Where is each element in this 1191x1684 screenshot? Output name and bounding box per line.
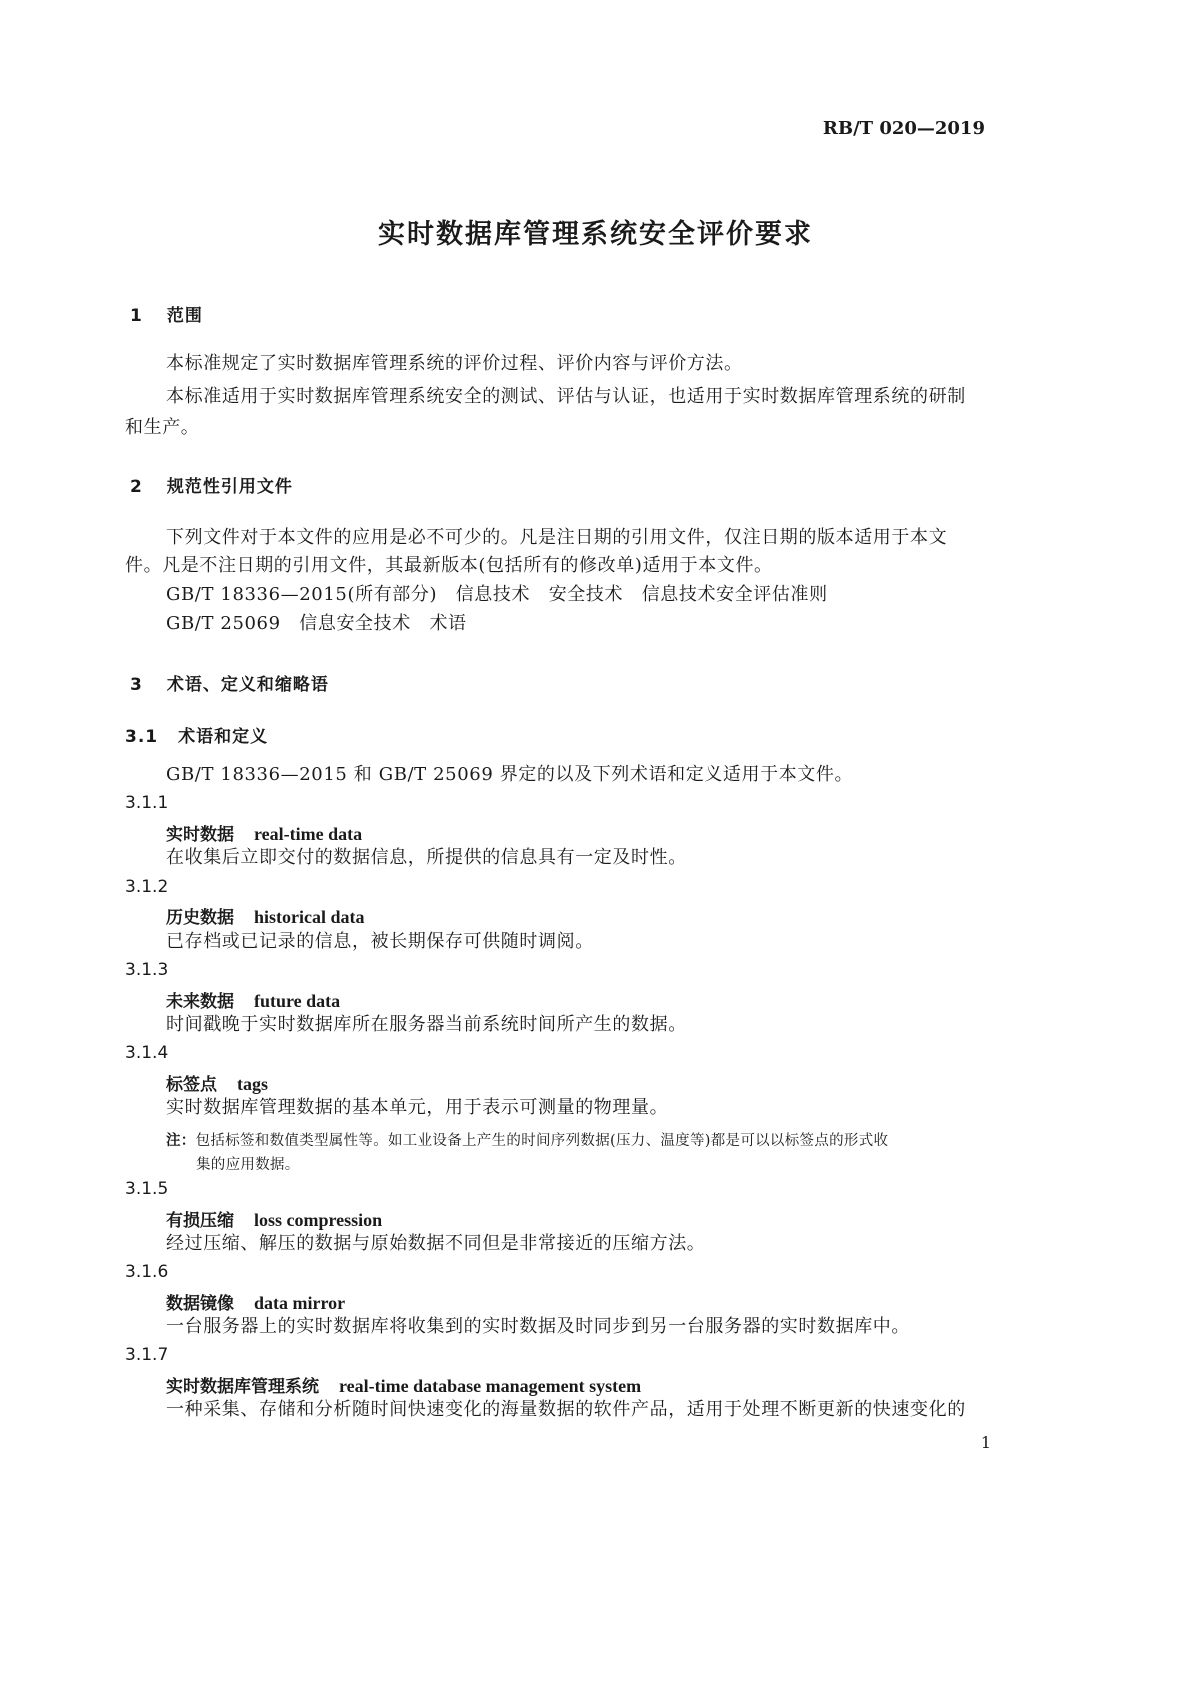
term-definition: 时间戳晚于实时数据库所在服务器当前系统时间所产生的数据。 xyxy=(166,1014,687,1035)
term-definition: 经过压缩、解压的数据与原始数据不同但是非常接近的压缩方法。 xyxy=(166,1233,706,1254)
term-definition: 一台服务器上的实时数据库将收集到的实时数据及时同步到另一台服务器的实时数据库中。 xyxy=(166,1316,910,1337)
term-en: real-time data xyxy=(254,824,363,844)
section-number: 2 xyxy=(130,477,143,497)
section-title: 范围 xyxy=(166,306,203,326)
paragraph: 下列文件对于本文件的应用是必不可少的。凡是注日期的引用文件，仅注日期的版本适用于本文 xyxy=(166,527,948,548)
term-note xyxy=(166,1129,888,1150)
term-definition: 一种采集、存储和分析随时间快速变化的海量数据的软件产品，适用于处理不断更新的快速变化的 xyxy=(166,1399,966,1420)
term-zh: 有损压缩 xyxy=(166,1211,234,1231)
term-en: data mirror xyxy=(254,1293,346,1313)
term-heading xyxy=(166,987,340,1012)
standard-code-text: RB/T 020—2019 xyxy=(822,118,985,139)
term-number: 3.1.6 xyxy=(125,1262,169,1282)
note-label: 注： xyxy=(166,1133,196,1149)
section-number: 1 xyxy=(130,306,143,326)
note-text: 包括标签和数值类型属性等。如工业设备上产生的时间序列数据(压力、温度等)都是可以以标签点的形式收 xyxy=(195,1133,889,1149)
section-number: 3 xyxy=(130,675,143,695)
term-definition: 在收集后立即交付的数据信息，所提供的信息具有一定及时性。 xyxy=(166,847,687,868)
term-en: future data xyxy=(254,991,341,1011)
term-definition: 已存档或已记录的信息，被长期保存可供随时调阅。 xyxy=(166,931,594,952)
term-definition: 实时数据库管理数据的基本单元，用于表示可测量的物理量。 xyxy=(166,1097,669,1118)
section-1-heading xyxy=(130,301,203,326)
term-en: tags xyxy=(237,1074,268,1094)
paragraph-continuation: 件。凡是不注日期的引用文件，其最新版本(包括所有的修改单)适用于本文件。 xyxy=(125,555,773,576)
term-en: loss compression xyxy=(254,1210,383,1230)
term-number: 3.1.1 xyxy=(125,793,169,813)
paragraph: GB/T 18336—2015 和 GB/T 25069 界定的以及下列术语和定义适用于本文件。 xyxy=(166,764,854,785)
term-note-continuation: 集的应用数据。 xyxy=(196,1157,300,1173)
term-number: 3.1.4 xyxy=(125,1043,169,1063)
term-zh: 数据镜像 xyxy=(166,1294,234,1314)
section-number: 3.1 xyxy=(125,727,159,747)
term-en: historical data xyxy=(254,907,365,927)
section-3-1-heading xyxy=(125,722,268,747)
paragraph-continuation: 和生产。 xyxy=(125,417,200,438)
document-title: 实时数据库管理系统安全评价要求 xyxy=(378,219,813,250)
section-2-heading xyxy=(130,472,293,497)
term-heading xyxy=(166,903,365,928)
reference-item: GB/T 18336—2015(所有部分) 信息技术 安全技术 信息技术安全评估准则 xyxy=(166,584,828,605)
term-number: 3.1.2 xyxy=(125,877,169,897)
term-zh: 实时数据 xyxy=(166,825,234,845)
paragraph: 本标准适用于实时数据库管理系统安全的测试、评估与认证，也适用于实时数据库管理系统的研制 xyxy=(166,386,966,407)
term-zh: 实时数据库管理系统 xyxy=(166,1377,319,1397)
page-number: 1 xyxy=(980,1433,991,1452)
section-title: 术语和定义 xyxy=(178,727,269,747)
term-zh: 未来数据 xyxy=(166,992,234,1012)
paragraph: 本标准规定了实时数据库管理系统的评价过程、评价内容与评价方法。 xyxy=(166,353,743,374)
term-zh: 历史数据 xyxy=(166,908,234,928)
term-heading xyxy=(166,1070,268,1095)
section-3-heading xyxy=(130,670,329,695)
term-heading xyxy=(166,820,362,845)
section-title: 术语、定义和缩略语 xyxy=(166,675,329,695)
standard-code xyxy=(823,118,985,139)
section-title: 规范性引用文件 xyxy=(166,477,293,497)
term-number: 3.1.7 xyxy=(125,1345,169,1365)
term-number: 3.1.5 xyxy=(125,1179,169,1199)
term-heading xyxy=(166,1372,641,1397)
reference-item: GB/T 25069 信息安全技术 术语 xyxy=(166,613,467,634)
term-en: real-time database management system xyxy=(339,1376,642,1396)
term-number: 3.1.3 xyxy=(125,960,169,980)
term-heading xyxy=(166,1289,345,1314)
term-heading xyxy=(166,1206,382,1231)
term-zh: 标签点 xyxy=(166,1075,217,1095)
